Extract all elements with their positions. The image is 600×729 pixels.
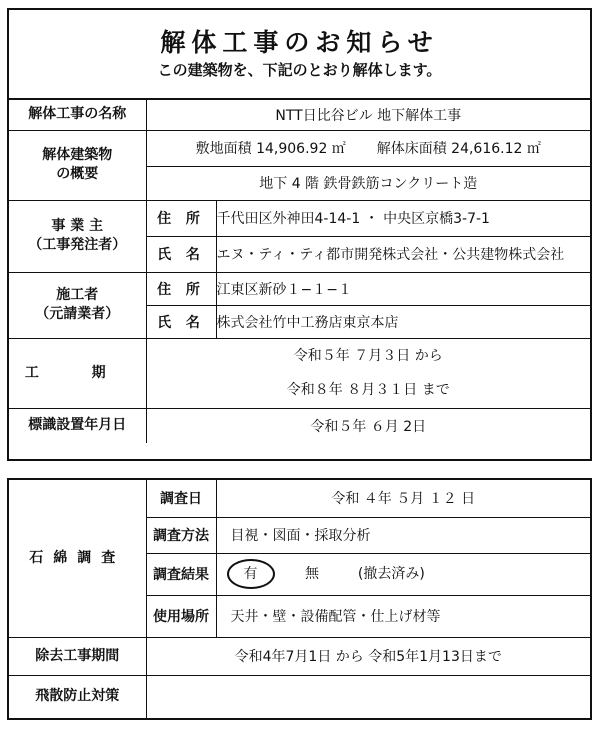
asbestos-table — [9, 480, 590, 718]
owner-address-label: 住 所 — [146, 200, 216, 236]
survey-date-label: 調査日 — [146, 480, 216, 517]
contractor-address-label: 住 所 — [146, 272, 216, 305]
removal-period-value: 令和4年7月1日 から 令和5年1月13日まで — [146, 637, 590, 675]
overview-area-cell — [146, 130, 590, 166]
owner-label-line1: 事 業 主 — [51, 218, 104, 234]
project-name-value: NTT日比谷ビル 地下解体工事 — [146, 100, 590, 130]
contractor-label-line2: （元請業者） — [35, 306, 120, 322]
owner-name-label: 氏 名 — [146, 236, 216, 272]
contractor-address-row — [9, 272, 590, 305]
survey-result-cell — [216, 553, 590, 595]
owner-label — [9, 200, 146, 272]
site-area-value: 14,906.92 ㎡ — [256, 141, 346, 157]
notice-panel — [7, 8, 592, 461]
survey-date-value: 令和 ４年 ５月 １２ 日 — [216, 480, 590, 517]
scatter-prevention-row — [9, 675, 590, 718]
usage-location-label: 使用場所 — [146, 595, 216, 637]
survey-method-value: 目視・図面・採取分析 — [216, 517, 590, 553]
contractor-address-value: 江東区新砂１−１−１ — [216, 272, 590, 305]
project-name-label: 解体工事の名称 — [9, 100, 146, 130]
survey-result-label: 調査結果 — [146, 553, 216, 595]
overview-label-line1: 解体建築物 — [42, 147, 113, 163]
period-start: 令和５年 ７月３日 から — [293, 348, 443, 364]
contractor-label-line1: 施工者 — [56, 287, 99, 303]
overview-label — [9, 130, 146, 200]
owner-address-row — [9, 200, 590, 236]
project-info-table — [9, 100, 590, 443]
result-no: 無 — [304, 566, 319, 582]
survey-date-row — [9, 480, 590, 517]
removal-period-row — [9, 637, 590, 675]
notice-header — [9, 10, 590, 100]
survey-method-label: 調査方法 — [146, 517, 216, 553]
owner-address-value: 千代田区外神田4-14-1 ・ 中央区京橋3-7-1 — [216, 200, 590, 236]
contractor-name-label: 氏 名 — [146, 305, 216, 338]
floor-area-label: 解体床面積 — [376, 141, 447, 157]
sign-date-value: 令和５年 ６月 2日 — [146, 408, 590, 443]
overview-row-area — [9, 130, 590, 166]
project-name-row — [9, 100, 590, 130]
period-cell — [146, 338, 590, 408]
asbestos-panel — [7, 478, 592, 720]
owner-label-line2: （工事発注者） — [28, 237, 127, 253]
asbestos-label: 石綿調査 — [9, 480, 146, 637]
result-yes-circled: 有 — [227, 559, 275, 589]
site-area-label: 敷地面積 — [195, 141, 252, 157]
notice-subtitle: この建築物を、下記のとおり解体します。 — [157, 61, 442, 79]
period-end: 令和８年 ８月３１日 まで — [286, 382, 450, 398]
notice-title: 解体工事のお知らせ — [160, 28, 439, 57]
scatter-prevention-label: 飛散防止対策 — [9, 675, 146, 718]
result-note: (撤去済み) — [357, 566, 425, 582]
usage-location-value: 天井・壁・設備配管・仕上げ材等 — [216, 595, 590, 637]
period-row — [9, 338, 590, 408]
owner-name-value: エヌ・ティ・ティ都市開発株式会社・公共建物株式会社 — [216, 236, 590, 272]
sign-date-row — [9, 408, 590, 443]
structure-value: 地下 4 階 鉄骨鉄筋コンクリート造 — [146, 166, 590, 200]
contractor-name-value: 株式会社竹中工務店東京本店 — [216, 305, 590, 338]
contractor-label — [9, 272, 146, 338]
sign-date-label: 標識設置年月日 — [9, 408, 146, 443]
removal-period-label: 除去工事期間 — [9, 637, 146, 675]
overview-label-line2: の概要 — [56, 166, 99, 182]
period-label: 工 期 — [9, 338, 146, 408]
scatter-prevention-value — [146, 675, 590, 718]
floor-area-value: 24,616.12 ㎡ — [451, 141, 541, 157]
